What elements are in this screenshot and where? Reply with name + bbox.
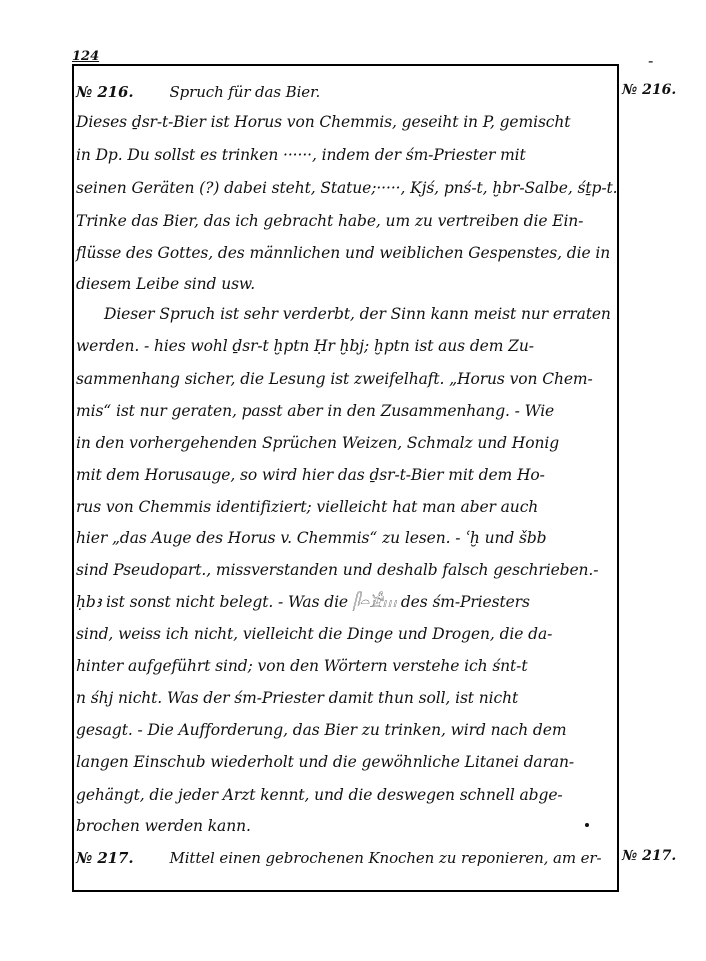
text-line: sammenhang sicher, die Lesung ist zweifelhaft. „Horus von Chem- xyxy=(76,370,593,388)
text-line: werden. - hies wohl ḏsr-t ḫptn Ḥr ḫbj; ḫptn ist aus dem Zu- xyxy=(76,337,534,355)
text-line: in den vorhergehenden Sprüchen Weizen, Schmalz und Honig xyxy=(76,434,560,452)
text-line: mit dem Horusauge, so wird hier das ḏsr-t-Bier mit dem Ho- xyxy=(76,466,545,484)
entry-216-heading xyxy=(76,80,624,104)
text-line: flüsse des Gottes, des männlichen und weiblichen Gespenstes, die in xyxy=(76,244,611,262)
text-line: Dieses ḏsr-t-Bier ist Horus von Chemmis, geseiht in P, gemischt xyxy=(76,113,571,131)
text-line: hier „das Auge des Horus v. Chemmis“ zu lesen. - ʿḫ und šbb xyxy=(76,529,547,547)
text-line: hinter aufgeführt sind; von den Wörtern verstehe ich śnt-t xyxy=(76,657,528,675)
margin-entry-216: № 216. xyxy=(622,82,677,98)
text-line: gesagt. - Die Aufforderung, das Bier zu trinken, wird nach dem xyxy=(76,721,567,739)
text-line: brochen werden kann. xyxy=(76,817,251,835)
margin-entry-217: № 217. xyxy=(622,848,677,864)
top-margin-mark: - xyxy=(648,51,654,70)
text-line: sind, weiss ich nicht, vielleicht die Dinge und Drogen, die da- xyxy=(76,625,553,643)
text-line: Dieser Spruch ist sehr verderbt, der Sinn kann meist nur erraten xyxy=(104,305,611,323)
margin-dot xyxy=(585,823,589,827)
text-line: Trinke das Bier, das ich gebracht habe, um zu vertreiben die Ein- xyxy=(76,212,584,230)
text-line: seinen Geräten (?) dabei steht, Statue;·····, Kjś, pnś-t, ḫbr-Salbe, śṯp-t. xyxy=(76,179,618,197)
text-line: rus von Chemmis identifiziert; vielleicht hat man aber auch xyxy=(76,498,539,516)
entry-text: Mittel einen gebrochenen Knochen zu reponieren, am er- xyxy=(169,849,602,867)
entry-number: № 217. xyxy=(76,849,134,867)
entry-title: Spruch für das Bier. xyxy=(169,83,321,101)
text-line: n śhj nicht. Was der śm-Priester damit thun soll, ist nicht xyxy=(76,689,519,707)
entry-number: № 216. xyxy=(76,83,134,101)
text-line: sind Pseudopart., missverstanden und deshalb falsch geschrieben.- xyxy=(76,561,599,579)
text-line: mis“ ist nur geraten, passt aber in den Zusammenhang. - Wie xyxy=(76,402,555,420)
text-line: gehängt, die jeder Arzt kennt, und die deswegen schnell abge- xyxy=(76,786,563,804)
entry-217-heading xyxy=(76,846,624,870)
text-line: ḥbꜣ ist sonst nicht belegt. - Was die 𓋴𓏏𓀀𓏥 des śm-Priesters xyxy=(76,593,530,611)
text-line: diesem Leibe sind usw. xyxy=(76,275,256,293)
page-number: 124 xyxy=(72,49,100,64)
text-line: langen Einschub wiederholt und die gewöhnliche Litanei daran- xyxy=(76,753,575,771)
text-line: in Dp. Du sollst es trinken ······, indem der śm-Priester mit xyxy=(76,146,526,164)
